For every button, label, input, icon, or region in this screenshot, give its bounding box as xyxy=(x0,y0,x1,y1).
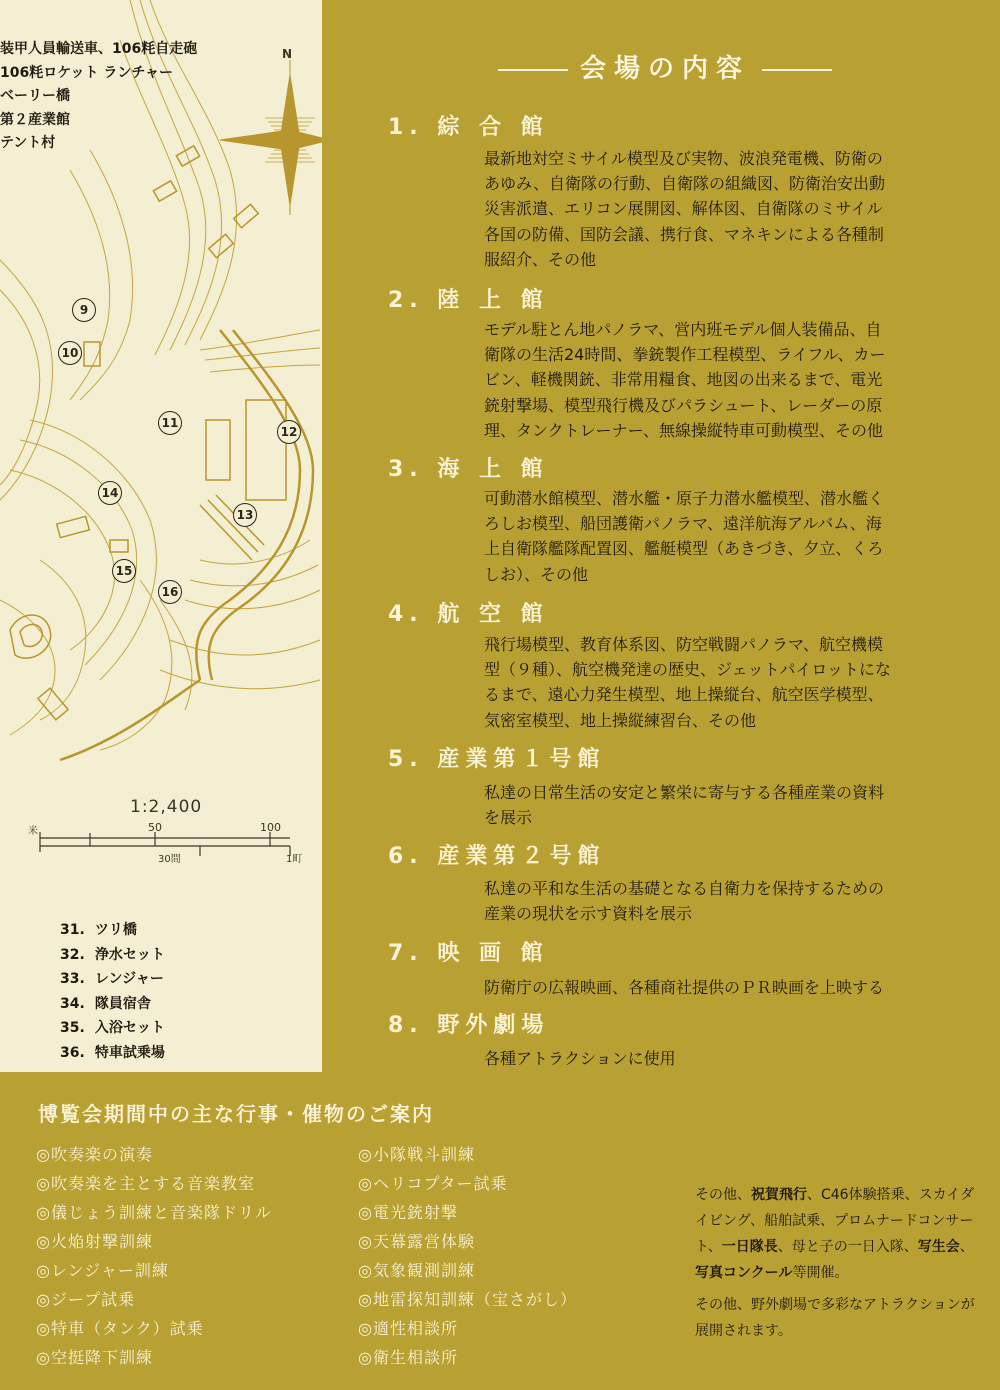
section-body: 各種アトラクションに使用 xyxy=(484,1049,676,1068)
section-title: 7. 映 画 館 xyxy=(388,941,549,966)
section-title: 8. 野外劇場 xyxy=(388,1013,550,1038)
event-item: ◎レンジャー訓練 xyxy=(36,1261,169,1280)
event-item: ◎特車（タンク）試乗 xyxy=(36,1319,204,1338)
scale-unit-m: 米 xyxy=(28,826,38,837)
event-item: ◎儀じょう訓練と音楽隊ドリル xyxy=(36,1203,272,1222)
event-item: ◎電光銃射撃 xyxy=(358,1203,458,1222)
contents-heading: 会場の内容 xyxy=(450,48,880,85)
event-item: ◎地雷探知訓練（宝さがし） xyxy=(358,1290,577,1309)
section-title: 1. 綜 合 館 xyxy=(388,115,549,140)
legend-item: 31. ツリ橋 xyxy=(60,922,137,938)
note-paragraph-2: その他、野外劇場で多彩なアトラクションが展開されます。 xyxy=(695,1297,975,1339)
note-paragraph-1 xyxy=(695,1182,980,1286)
map-marker: 16 xyxy=(158,580,182,604)
event-item: ◎天幕露営体験 xyxy=(358,1232,475,1251)
legend-top-item: テント村 xyxy=(0,135,56,151)
note-run: 、 xyxy=(959,1239,974,1255)
event-item: ◎気象観測訓練 xyxy=(358,1261,475,1280)
map-legend-top xyxy=(0,38,197,156)
section-body: 私達の日常生活の安定と繁栄に寄与する各種産業の資料 を展示 xyxy=(484,783,885,828)
note-run: 等開催。 xyxy=(792,1265,849,1281)
events-col-2 xyxy=(358,1140,577,1372)
scale-cho: 1町 xyxy=(286,854,303,865)
legend-top-item: 106粍ロケット ランチャー xyxy=(0,64,173,81)
section-body: 防衛庁の広報映画、各種商社提供のＰＲ映画を上映する xyxy=(484,978,885,997)
map-marker: 12 xyxy=(277,420,301,444)
map-marker: 10 xyxy=(58,341,82,365)
event-item: ◎適性相談所 xyxy=(358,1319,458,1338)
scale-ratio: 1:2,400 xyxy=(130,797,203,817)
event-item: ◎小隊戦斗訓練 xyxy=(358,1145,475,1164)
event-item: ◎火焔射撃訓練 xyxy=(36,1232,153,1251)
map-marker: 15 xyxy=(112,559,136,583)
map-marker: 9 xyxy=(72,298,96,322)
scale-max: 100 xyxy=(260,821,281,834)
section-title: 6. 産業第２号館 xyxy=(388,844,606,869)
map-marker: 14 xyxy=(98,481,122,505)
scale-ken: 30間 xyxy=(158,854,181,865)
legend-top-item: 装甲人員輸送車、106粍自走砲 xyxy=(0,41,198,57)
legend-item: 35. 入浴セット xyxy=(60,1020,165,1036)
legend-top-item: 第２産業館 xyxy=(0,111,70,128)
map-marker: 11 xyxy=(158,411,182,435)
legend-top-item: ベーリー橋 xyxy=(0,88,70,104)
north-label: N xyxy=(282,47,293,61)
event-item: ◎ヘリコプター試乗 xyxy=(358,1174,508,1193)
section-title: 5. 産業第１号館 xyxy=(388,747,606,772)
event-item: ◎ジープ試乗 xyxy=(36,1290,136,1309)
section-title: 4. 航 空 館 xyxy=(388,602,549,627)
map-drawing xyxy=(0,0,322,1072)
site-map xyxy=(0,0,322,1072)
section-body: 可動潜水館模型、潜水艦・原子力潜水艦模型、潜水艦く ろしお模型、船団護衛パノラマ、遠洋航海アルバム、海 上自衛隊艦隊配置図、艦艇模型（あきづき、夕立、くろ しお）、その他 xyxy=(484,489,885,584)
section-body: 最新地対空ミサイル模型及び実物、波浪発電機、防衛の あゆみ、自衛隊の行動、自衛隊の組織図、防衛治安出動 災害派遣、エリコン展開図、解体図、自衛隊のミサイル 各国の防備、国防会議、携行食、マネキンによる各種制 服紹介、その他 xyxy=(484,149,885,269)
legend-item: 33. レンジャー xyxy=(60,971,164,987)
note-bold-run: 一日隊長 xyxy=(721,1239,778,1255)
section-title: 2. 陸 上 館 xyxy=(388,288,549,313)
event-item: ◎吹奏楽の演奏 xyxy=(36,1145,153,1164)
legend-item: 34. 隊員宿舎 xyxy=(60,995,151,1012)
legend-item: 36. 特車試乗場 xyxy=(60,1044,165,1061)
note-run: 、母と子の一日入隊、 xyxy=(777,1239,918,1255)
scale-mid: 50 xyxy=(148,821,162,834)
legend-item: 32. 浄水セット xyxy=(60,946,165,963)
event-item: ◎衛生相談所 xyxy=(358,1348,458,1367)
note-bold-run: 祝賀飛行 xyxy=(751,1187,807,1203)
note-bold-run: 写真コンクール xyxy=(695,1265,793,1281)
section-body: 飛行場模型、教育体系図、防空戦闘パノラマ、航空機模 型（９種）、航空機発達の歴史、ジェットパイロットにな るまで、遠心力発生模型、地上操縦台、航空医学模型、 気密室模型、地上操縦練習台、その他 xyxy=(484,635,892,730)
section-body: 私達の平和な生活の基礎となる自衛力を保持するための 産業の現状を示す資料を展示 xyxy=(484,879,885,924)
section-title: 3. 海 上 館 xyxy=(388,457,549,482)
map-legend-bottom xyxy=(60,918,165,1065)
map-marker: 13 xyxy=(233,503,257,527)
note-run: その他、 xyxy=(695,1187,751,1203)
section-body: モデル駐とん地パノラマ、営内班モデル個人装備品、自 衛隊の生活24時間、拳銃製作工程模型、ライフル、カー ビン、軽機関銃、非常用糧食、地図の出来るまで、電光 銃射撃場、模型飛行機及びパラシュート、レーダーの原 理、タンクトレーナー、無線操縦特車可動模型、その他 xyxy=(484,320,886,440)
note-run: 、C46体験搭乗、スカイダイビング、船舶試乗、プロムナードコンサート、 xyxy=(695,1187,975,1255)
note-bold-run: 写生会 xyxy=(917,1239,960,1255)
events-col-1 xyxy=(36,1140,272,1372)
events-note xyxy=(695,1182,980,1344)
events-title: 博覧会期間中の主な行事・催物のご案内 xyxy=(38,1102,434,1126)
event-item: ◎吹奏楽を主とする音楽教室 xyxy=(36,1174,255,1193)
event-item: ◎空挺降下訓練 xyxy=(36,1348,153,1367)
